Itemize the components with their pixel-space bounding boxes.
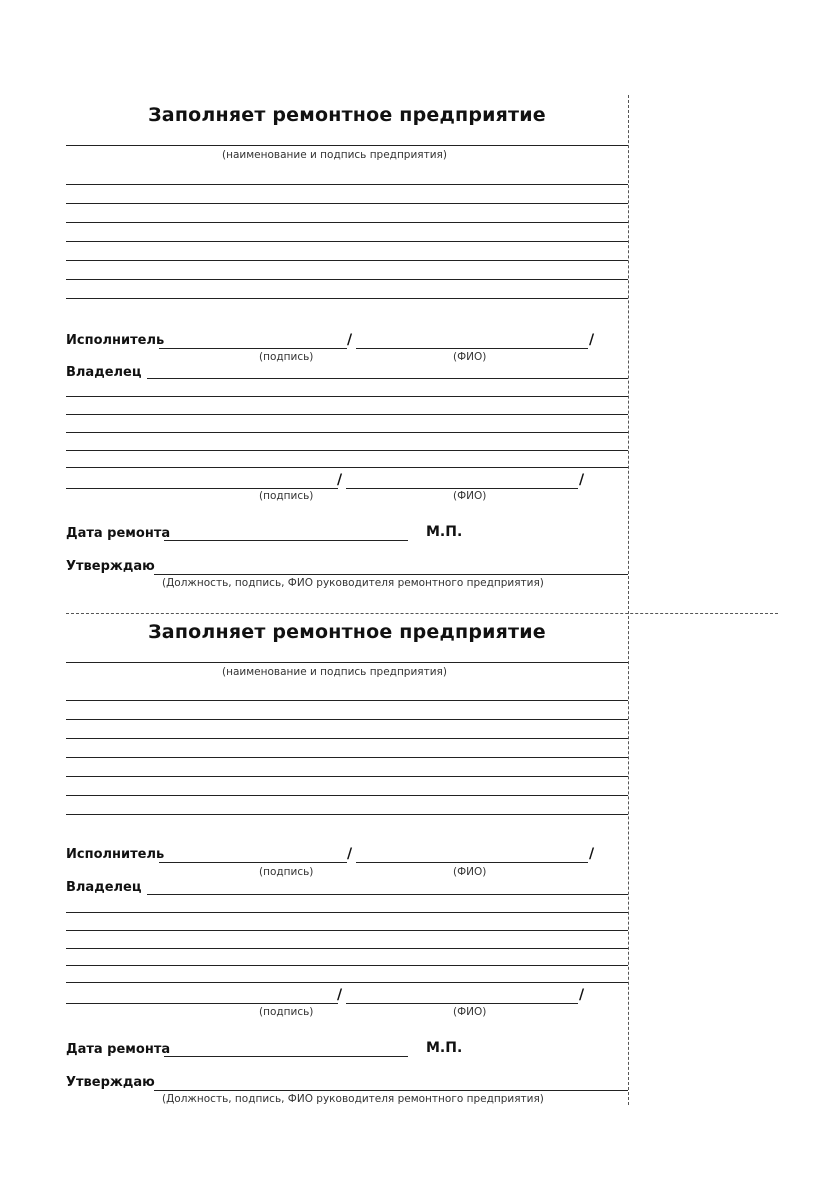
- owner-signature-line[interactable]: [66, 1003, 338, 1004]
- fio-caption: (ФИО): [453, 490, 487, 502]
- vertical-cut-line: [628, 95, 629, 1105]
- approve-caption: (Должность, подпись, ФИО руководителя ремонтного предприятия): [162, 577, 544, 589]
- notes-line[interactable]: [66, 184, 628, 185]
- signature-caption: (подпись): [259, 490, 314, 502]
- owner-fio-line[interactable]: [346, 488, 578, 489]
- approve-label: Утверждаю: [66, 559, 155, 574]
- repair-date-line[interactable]: [164, 1056, 408, 1057]
- owner-label: Владелец: [66, 880, 142, 895]
- owner-notes-line[interactable]: [66, 965, 628, 966]
- notes-line[interactable]: [66, 814, 628, 815]
- stamp-label: М.П.: [426, 1040, 463, 1056]
- notes-line[interactable]: [66, 222, 628, 223]
- notes-line[interactable]: [66, 260, 628, 261]
- slash: /: [589, 332, 595, 348]
- slash: /: [347, 846, 353, 862]
- notes-line[interactable]: [66, 241, 628, 242]
- notes-line[interactable]: [66, 795, 628, 796]
- notes-line[interactable]: [66, 719, 628, 720]
- enterprise-line[interactable]: [66, 662, 628, 663]
- owner-signature-line[interactable]: [66, 488, 338, 489]
- fio-caption: (ФИО): [453, 866, 487, 878]
- notes-line[interactable]: [66, 757, 628, 758]
- signature-caption: (подпись): [259, 866, 314, 878]
- owner-fio-line[interactable]: [346, 1003, 578, 1004]
- approve-caption: (Должность, подпись, ФИО руководителя ремонтного предприятия): [162, 1093, 544, 1105]
- executor-fio-line[interactable]: [356, 348, 588, 349]
- horizontal-cut-line: [66, 613, 778, 614]
- notes-line[interactable]: [66, 700, 628, 701]
- slash: /: [337, 987, 343, 1003]
- owner-line[interactable]: [147, 378, 628, 379]
- notes-line[interactable]: [66, 776, 628, 777]
- notes-line[interactable]: [66, 203, 628, 204]
- slash: /: [579, 987, 585, 1003]
- approve-line[interactable]: [154, 574, 628, 575]
- enterprise-caption: (наименование и подпись предприятия): [222, 149, 447, 161]
- owner-notes-line[interactable]: [66, 467, 628, 468]
- owner-notes-line[interactable]: [66, 396, 628, 397]
- owner-notes-line[interactable]: [66, 450, 628, 451]
- owner-notes-line[interactable]: [66, 912, 628, 913]
- notes-line[interactable]: [66, 298, 628, 299]
- enterprise-line[interactable]: [66, 145, 628, 146]
- section-title: Заполняет ремонтное предприятие: [148, 104, 546, 126]
- repair-date-label: Дата ремонта: [66, 1042, 171, 1057]
- notes-line[interactable]: [66, 738, 628, 739]
- slash: /: [337, 472, 343, 488]
- slash: /: [347, 332, 353, 348]
- owner-notes-line[interactable]: [66, 948, 628, 949]
- executor-label: Исполнитель: [66, 847, 165, 862]
- signature-caption: (подпись): [259, 1006, 314, 1018]
- repair-date-line[interactable]: [164, 540, 408, 541]
- executor-signature-line[interactable]: [159, 348, 347, 349]
- executor-signature-line[interactable]: [159, 862, 347, 863]
- fio-caption: (ФИО): [453, 1006, 487, 1018]
- notes-line[interactable]: [66, 279, 628, 280]
- executor-fio-line[interactable]: [356, 862, 588, 863]
- stamp-label: М.П.: [426, 524, 463, 540]
- approve-label: Утверждаю: [66, 1075, 155, 1090]
- owner-line[interactable]: [147, 894, 628, 895]
- approve-line[interactable]: [154, 1090, 628, 1091]
- signature-caption: (подпись): [259, 351, 314, 363]
- executor-label: Исполнитель: [66, 333, 165, 348]
- owner-notes-line[interactable]: [66, 432, 628, 433]
- repair-date-label: Дата ремонта: [66, 526, 171, 541]
- owner-notes-line[interactable]: [66, 982, 628, 983]
- enterprise-caption: (наименование и подпись предприятия): [222, 666, 447, 678]
- owner-notes-line[interactable]: [66, 930, 628, 931]
- slash: /: [579, 472, 585, 488]
- slash: /: [589, 846, 595, 862]
- owner-notes-line[interactable]: [66, 414, 628, 415]
- fio-caption: (ФИО): [453, 351, 487, 363]
- section-title: Заполняет ремонтное предприятие: [148, 621, 546, 643]
- owner-label: Владелец: [66, 365, 142, 380]
